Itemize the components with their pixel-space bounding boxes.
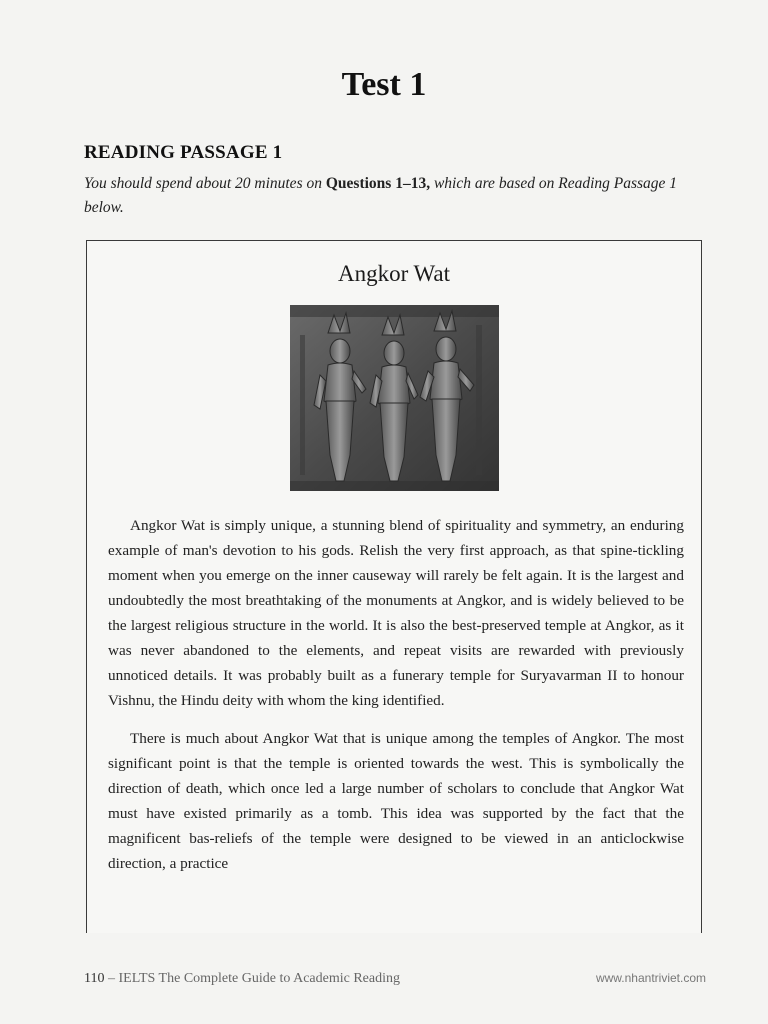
instructions-questions: Questions 1–13, (325, 175, 431, 192)
instructions-suffix: which are based on Reading Passage 1 below. (84, 175, 678, 216)
test-title: Test 1 (341, 66, 427, 103)
passage-box (86, 240, 702, 933)
footer-book-info (84, 971, 400, 987)
passage-paragraph-2: There is much about Angkor Wat that is unique among the temples of Angkor. The most significant point is that the temple is oriented towards the west. This is symbolically the direction of death, which once led a large number of scholars to conclude that Angkor Wat must have existed primarily as a tomb. This idea was supported by the fact that the magnificent bas-reliefs of the temple were designed to be viewed in an anticlockwise direction, a practice (108, 730, 684, 872)
passage-paragraph-1: Angkor Wat is simply unique, a stunning blend of spirituality and symmetry, an enduring example of man's devotion to his gods. Relish the very first approach, as that spine-tickling moment when you emerge on the inner causeway will rarely be felt again. It is the largest and undoubtedly the most breathtaking of the monuments at Angkor, and is widely believed to be the largest religious structure in the world. It is also the best-preserved temple at Angkor, as it was never abandoned to the elements, and repeat visits are rewarded with previously unnoticed details. It was probably built as a funerary temple for Suryavarman II to honour Vishnu, the Hindu deity with whom the king identified. (108, 517, 684, 709)
section-heading: READING PASSAGE 1 (84, 142, 283, 163)
passage-text (108, 513, 684, 889)
passage-title: Angkor Wat (337, 261, 451, 286)
book-title: – IELTS The Complete Guide to Academic Reading (107, 971, 400, 986)
footer-website: www.nhantriviet.com (595, 971, 706, 985)
apsara-carving-image (290, 305, 499, 491)
instructions (84, 172, 704, 220)
bas-relief-photo (290, 305, 499, 491)
instructions-prefix: You should spend about 20 minutes on (84, 175, 326, 192)
page-number: 110 (84, 971, 105, 986)
